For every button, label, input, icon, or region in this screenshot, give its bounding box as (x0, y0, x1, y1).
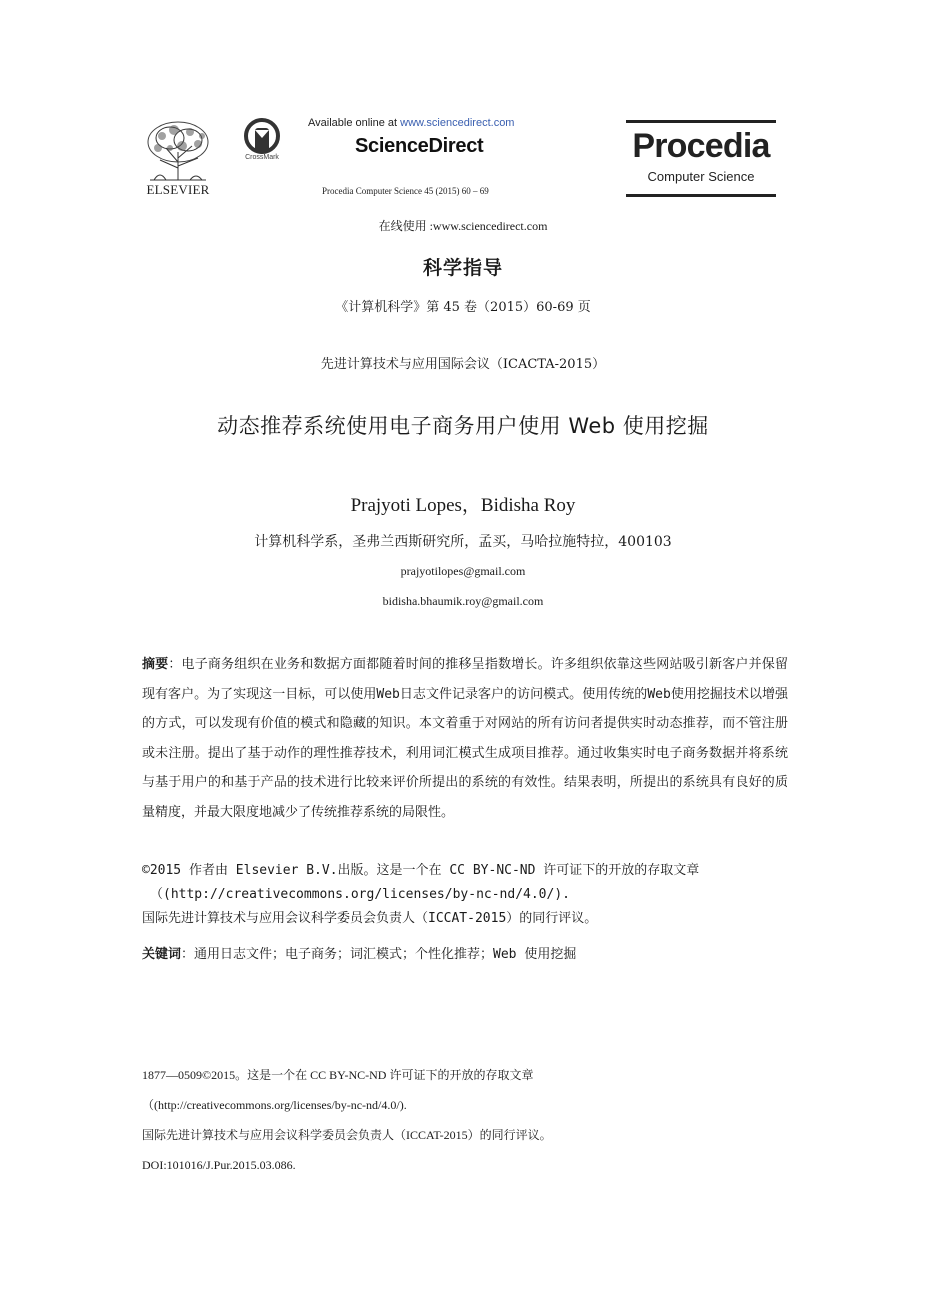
available-online-line (308, 117, 514, 129)
abstract-text: ：电子商务组织在业务和数据方面都随着时间的推移呈指数增长。许多组织依靠这些网站吸引新客户并保留现有客户。为了实现这一目标，可以使用Web日志文件记录客户的访问模式。使用传统的Web使用挖掘技术以增强的方式，可以发现有价值的模式和隐藏的知识。本文着重于对网站的所有访问者提供实时动态推荐，而不管注册或未注册。提出了基于动作的理性推荐技术，利用词汇模式生成项目推荐。通过收集实时电子商务数据并将系统与基于用户的和基于产品的技术进行比较来评价所提出的系统的有效性。结果表明，所提出的系统具有良好的质量精度，并最大限度地减少了传统推荐系统的局限性。 (142, 657, 788, 820)
keywords-label: 关键词 (142, 947, 182, 962)
authors: Prajyoti Lopes，Bidisha Roy (350, 495, 576, 516)
footer-doi: DOI:101016/J.Pur.2015.03.086. (142, 1158, 296, 1172)
author-email-2[interactable]: bidisha.bhaumik.roy@gmail.com (382, 594, 544, 608)
license-line-1: ©2015 作者由 Elsevier B.V.出版。这是一个在 CC BY-NC-ND 许可证下的开放的存取文章 (142, 863, 700, 878)
procedia-rule-top (626, 120, 776, 123)
footer-line-3: 国际先进计算技术与应用会议科学委员会负责人（ICCAT-2015）的同行评议。 (142, 1128, 552, 1142)
license-line-2: （(http://creativecommons.org/licenses/by-nc-nd/4.0/). (150, 887, 570, 902)
sciencedirect-logo: ScienceDirect (355, 135, 484, 157)
keywords-text: ：通用日志文件；电子商务；词汇模式；个性化推荐；Web 使用挖掘 (181, 947, 577, 962)
available-prefix: Available online at (308, 117, 401, 129)
license-block (142, 859, 802, 931)
online-availability: 在线使用 :www.sciencedirect.com (378, 219, 548, 233)
footer-line-2: （(http://creativecommons.org/licenses/by-nc-nd/4.0/). (142, 1098, 407, 1112)
license-line-3: 国际先进计算技术与应用会议科学委员会负责人（ICCAT-2015）的同行评议。 (142, 911, 598, 926)
crossmark-label: CrossMark (245, 154, 279, 161)
sciencedirect-link[interactable]: www.sciencedirect.com (400, 117, 515, 129)
footer-notes (142, 1068, 802, 1188)
affiliation: 计算机科学系，圣弗兰西斯研究所，孟买，马哈拉施特拉，400103 (254, 534, 672, 550)
science-guide-title: 科学指导 (422, 257, 503, 279)
footer-line-1: 1877—0509©2015。这是一个在 CC BY-NC-ND 许可证下的开放的存取文章 (142, 1068, 534, 1082)
volume-line: 《计算机科学》第 45 卷（2015）60-69 页 (335, 300, 591, 315)
abstract-paragraph (142, 650, 788, 827)
conference-line: 先进计算技术与应用国际会议（ICACTA-2015） (320, 357, 606, 372)
procedia-rule-bottom (626, 194, 776, 197)
paper-title: 动态推荐系统使用电子商务用户使用 Web 使用挖掘 (217, 414, 709, 438)
author-email-1[interactable]: prajyotilopes@gmail.com (400, 564, 526, 578)
elsevier-label: ELSEVIER (146, 182, 210, 197)
journal-citation: Procedia Computer Science 45 (2015) 60 – 69 (322, 186, 489, 196)
procedia-logo-subtitle: Computer Science (647, 169, 755, 184)
abstract-label: 摘要 (142, 657, 169, 672)
keywords-line (142, 943, 802, 962)
procedia-logo-title: Procedia (632, 127, 770, 165)
